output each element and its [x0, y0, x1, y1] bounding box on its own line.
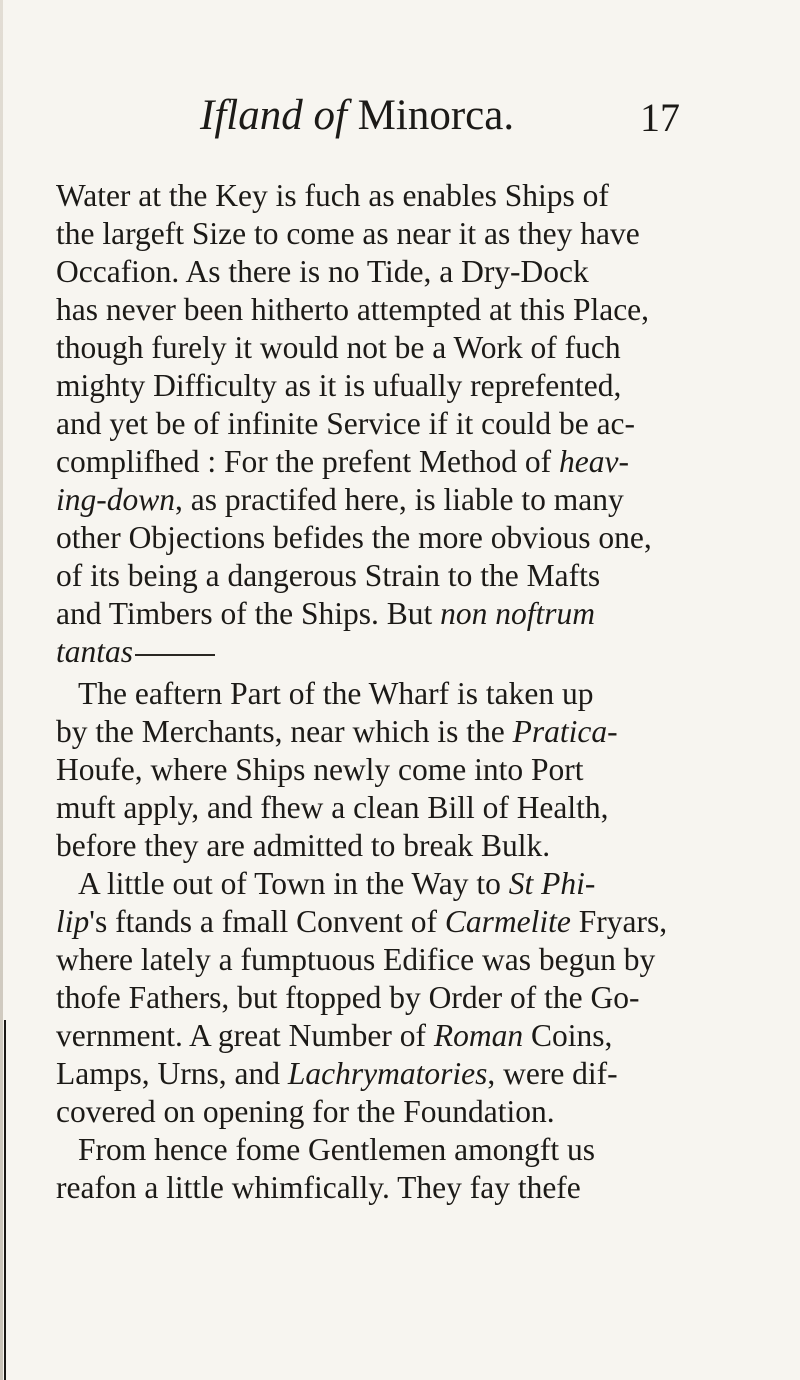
text-line: lip's ftands a fmall Convent of Carmelite Fryars,	[56, 904, 668, 939]
text-line: From hence fome Gentlemen amongft us	[78, 1132, 595, 1167]
margin-ink-line	[4, 1020, 6, 1380]
text-line: and Timbers of the Ships. But non noftrum	[56, 596, 596, 631]
text-line: vernment. A great Number of Roman Coins,	[56, 1018, 613, 1053]
dash-rule	[135, 654, 215, 656]
text-line: other Objections befides the more obvious one,	[56, 520, 652, 555]
text-line: though furely it would not be a Work of fuch	[56, 330, 621, 365]
running-header	[200, 92, 680, 140]
text-line: thofe Fathers, but ftopped by Order of the Go-	[56, 980, 640, 1015]
text-line: muft apply, and fhew a clean Bill of Health,	[56, 790, 609, 825]
text-line: of its being a dangerous Strain to the Mafts	[56, 558, 601, 593]
text-line: and yet be of infinite Service if it could be ac-	[56, 406, 636, 441]
text-line: has never been hitherto attempted at this Place,	[56, 292, 650, 327]
text-line: Lamps, Urns, and Lachrymatories, were dif-	[56, 1056, 618, 1091]
text-line: by the Merchants, near which is the Pratica-	[56, 714, 618, 749]
text-line: The eaftern Part of the Wharf is taken up	[78, 676, 594, 711]
text-line: reafon a little whimfically. They fay thefe	[56, 1170, 581, 1205]
text-line: complifhed : For the prefent Method of heav-	[56, 444, 629, 479]
text-line: covered on opening for the Foundation.	[56, 1094, 555, 1129]
running-title: Ifland of Minorca.	[200, 92, 515, 139]
text-line: ing-down, as practifed here, is liable to many	[56, 482, 624, 517]
text-line: A little out of Town in the Way to St Phi-	[78, 866, 596, 901]
text-line: tantas	[56, 634, 702, 670]
text-line: the largeft Size to come as near it as they have	[56, 216, 640, 251]
text-line: where lately a fumptuous Edifice was begun by	[56, 942, 656, 977]
page-gutter-shadow	[0, 0, 3, 1380]
text-line: Occafion. As there is no Tide, a Dry-Dock	[56, 254, 589, 289]
text-line: Water at the Key is fuch as enables Ships of	[56, 178, 609, 213]
page-number: 17	[640, 95, 680, 140]
text-line: Houfe, where Ships newly come into Port	[56, 752, 584, 787]
text-line: before they are admitted to break Bulk.	[56, 828, 551, 863]
text-line: mighty Difficulty as it is ufually reprefented,	[56, 368, 622, 403]
